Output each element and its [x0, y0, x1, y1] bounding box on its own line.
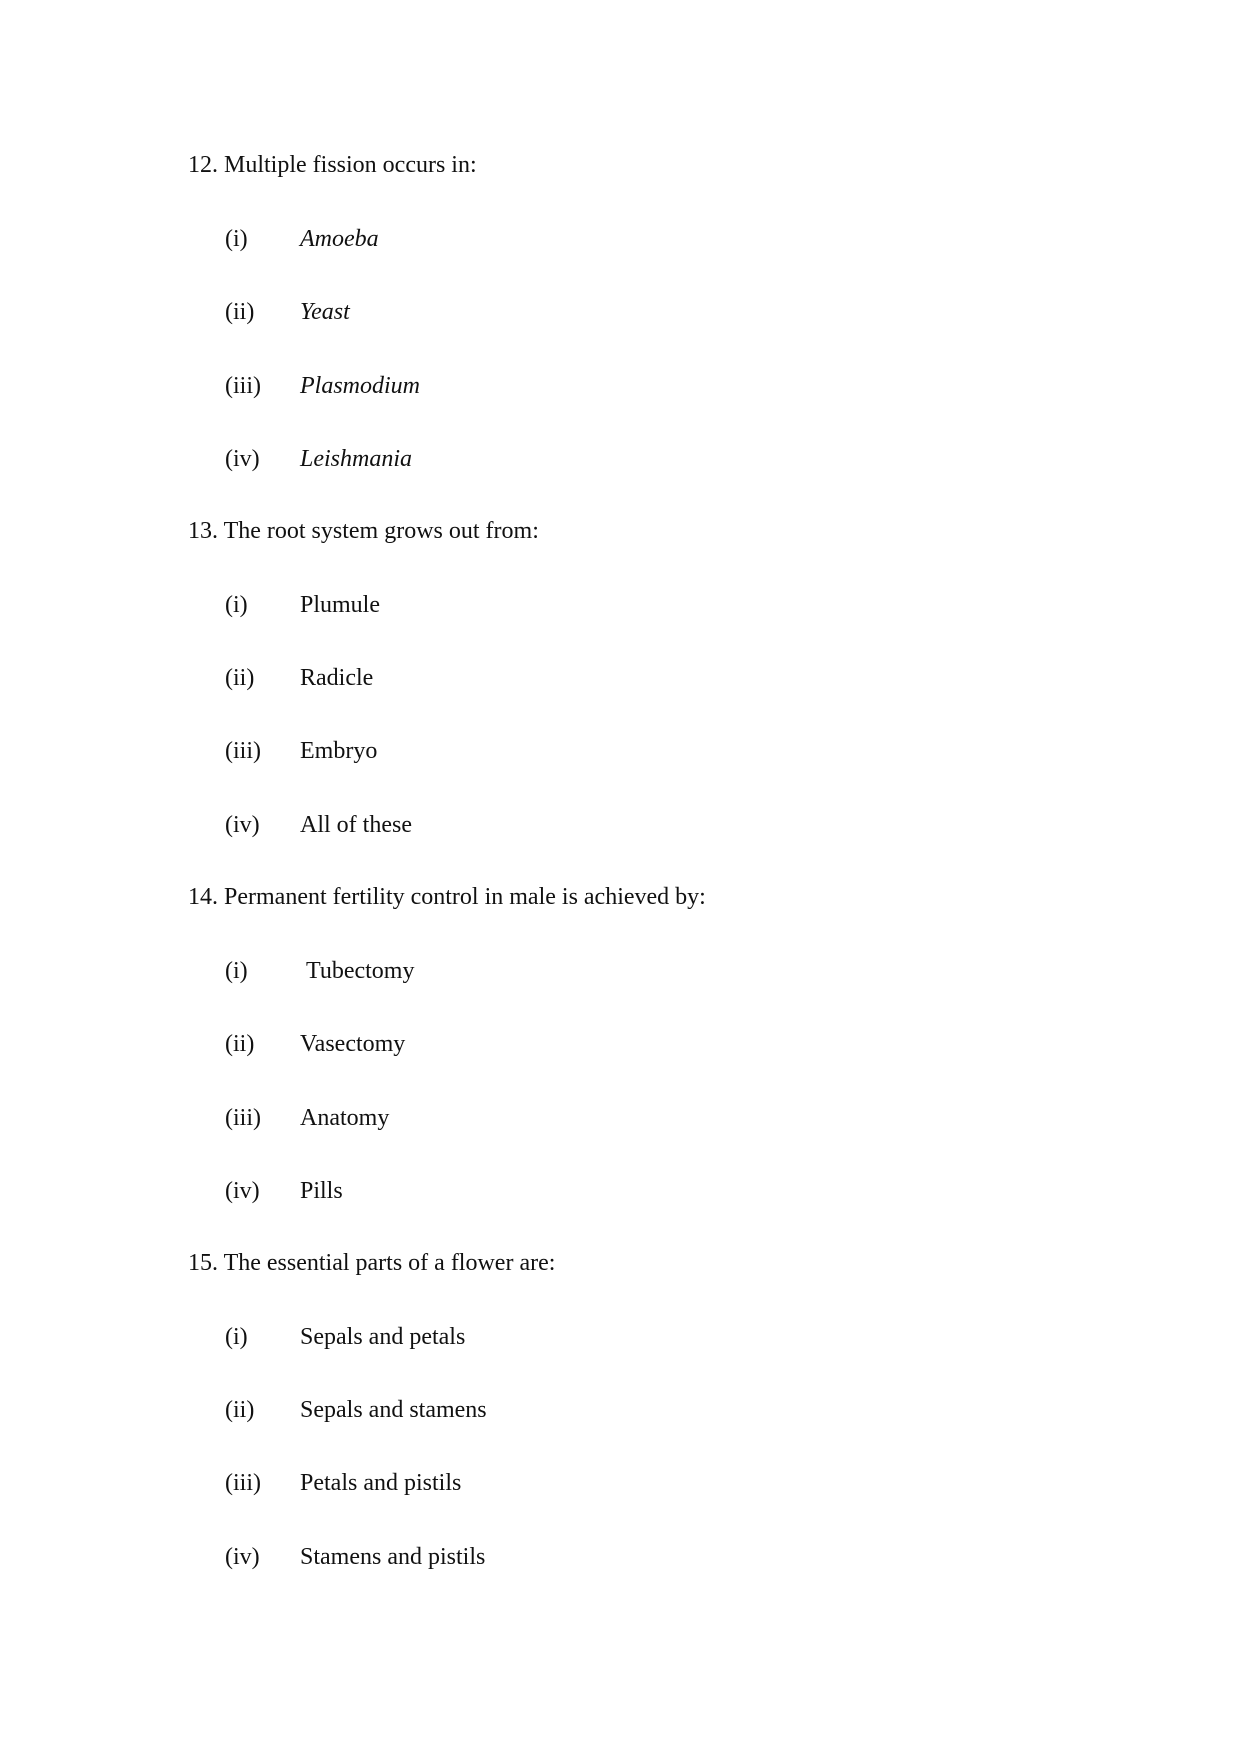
option-number: (iv): [225, 446, 260, 472]
option-number: (i): [225, 1324, 248, 1350]
option-text: Embryo: [300, 738, 378, 764]
option-number: (iv): [225, 812, 260, 838]
option-text: Petals and pistils: [300, 1470, 462, 1496]
option-text: Anatomy: [300, 1105, 390, 1131]
option-text: Amoeba: [300, 226, 379, 252]
option-text: Sepals and stamens: [300, 1397, 487, 1423]
option-number: (ii): [225, 1031, 255, 1057]
option-number: (ii): [225, 665, 255, 691]
option-number: (ii): [225, 299, 255, 325]
option-number: (iii): [225, 738, 261, 764]
option-text: Sepals and petals: [300, 1324, 466, 1350]
question-14-text: 14. Permanent fertility control in male is achieved by:: [188, 884, 706, 910]
option-number: (iv): [225, 1178, 260, 1204]
option-text: Yeast: [300, 299, 350, 325]
option-text: Stamens and pistils: [300, 1544, 486, 1570]
option-number: (iv): [225, 1544, 260, 1570]
option-text: All of these: [300, 812, 412, 838]
option-number: (iii): [225, 1470, 261, 1496]
option-text: Leishmania: [300, 446, 413, 472]
option-number: (iii): [225, 1105, 261, 1131]
option-number: (iii): [225, 373, 261, 399]
option-number: (i): [225, 226, 248, 252]
question-12-text: 12. Multiple fission occurs in:: [188, 152, 477, 178]
option-number: (i): [225, 958, 248, 984]
option-text: Pills: [300, 1178, 343, 1204]
option-text: Radicle: [300, 665, 374, 691]
option-text: Plasmodium: [300, 373, 420, 399]
option-text: Tubectomy: [306, 958, 415, 984]
option-text: Plumule: [300, 592, 381, 618]
question-13-text: 13. The root system grows out from:: [188, 518, 539, 544]
option-text: Vasectomy: [300, 1031, 406, 1057]
option-number: (i): [225, 592, 248, 618]
option-number: (ii): [225, 1397, 255, 1423]
question-15-text: 15. The essential parts of a flower are:: [188, 1250, 556, 1276]
